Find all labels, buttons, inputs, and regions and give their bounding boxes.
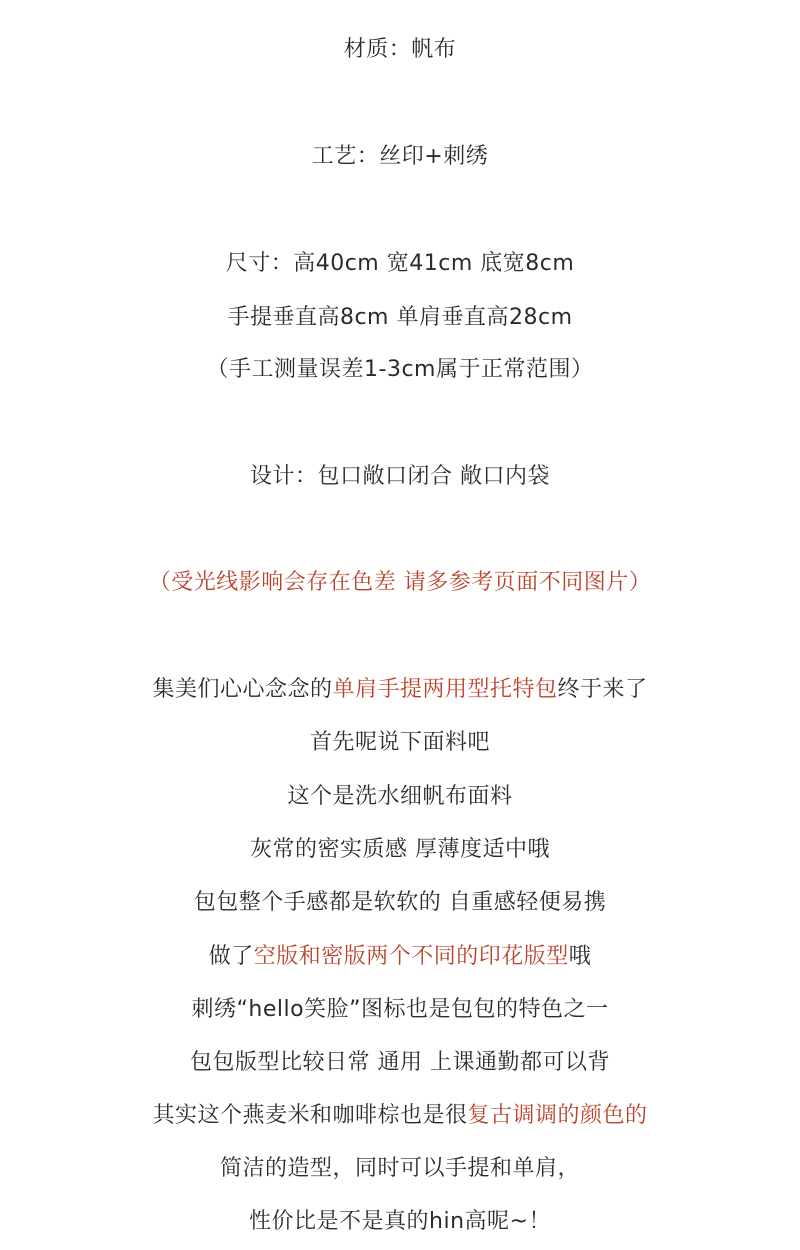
- value-line: 性价比是不是真的hin高呢~！: [249, 1209, 551, 1234]
- intro-text-c: 终于来了: [557, 677, 648, 702]
- style-line: 简洁的造型，同时可以手提和单肩，: [219, 1156, 580, 1181]
- print-text-c: 哦: [568, 944, 592, 969]
- usage-line: 包包版型比较日常 通用 上课通勤都可以背: [190, 1050, 610, 1075]
- craft-line: 工艺：丝印+刺绣: [311, 144, 489, 169]
- design-line: 设计：包口敞口闭合 敞口内袋: [250, 464, 550, 489]
- fabric-intro-line: 首先呢说下面料吧: [309, 730, 490, 755]
- intro-line: [0, 674, 800, 706]
- print-highlight: 空版和密版两个不同的印花版型: [253, 944, 569, 969]
- strap-height-line: 手提垂直高8cm 单肩垂直高28cm: [227, 305, 573, 330]
- color-line: [0, 1100, 800, 1132]
- size-line: 尺寸：高40cm 宽41cm 底宽8cm: [225, 251, 575, 276]
- color-notice: （受光线影响会存在色差 请多参考页面不同图片）: [148, 570, 652, 595]
- intro-text-a: 集美们心心念念的: [152, 677, 333, 702]
- color-text-a: 其实这个燕麦米和咖啡棕也是很: [152, 1103, 468, 1128]
- feel-line: 包包整个手感都是软软的 自重感轻便易携: [193, 890, 607, 915]
- color-highlight: 复古调调的颜色的: [467, 1103, 648, 1128]
- fabric-line: 这个是洗水细帆布面料: [287, 784, 513, 809]
- print-line: [0, 941, 800, 973]
- embroidery-line: 刺绣“hello笑脸”图标也是包包的特色之一: [191, 997, 609, 1022]
- material-line: 材质：帆布: [343, 37, 457, 62]
- tolerance-line: （手工测量误差1-3cm属于正常范围）: [206, 357, 594, 382]
- texture-line: 灰常的密实质感 厚薄度适中哦: [250, 837, 550, 862]
- intro-highlight: 单肩手提两用型托特包: [332, 677, 558, 702]
- print-text-a: 做了: [208, 944, 254, 969]
